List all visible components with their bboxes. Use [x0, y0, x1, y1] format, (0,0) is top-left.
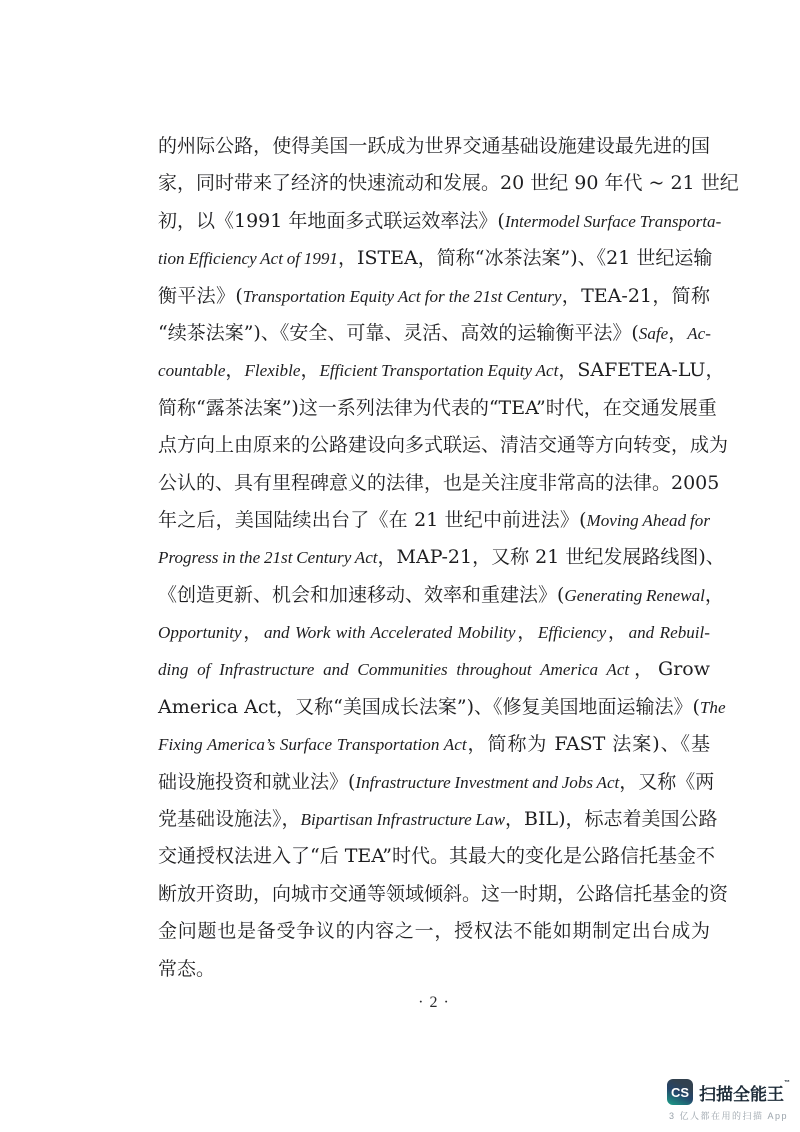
text-segment: ，	[668, 321, 688, 344]
latin-italic-segment: Safe	[638, 323, 669, 343]
logo-letters: CS	[670, 1084, 690, 1100]
text-segment: ，	[515, 621, 538, 644]
text-segment: ，MAP-21，又称 21 世纪发展路线图)、	[377, 546, 725, 569]
text-line	[158, 801, 718, 838]
latin-italic-segment: Efficiency	[537, 623, 607, 643]
text-line	[158, 240, 713, 277]
text-line	[158, 502, 710, 539]
text-segment: 家，同时带来了经济的快速流动和发展。20 世纪 90 年代 ~ 21 世纪	[158, 172, 739, 195]
text-line	[158, 764, 715, 801]
page-number: · 2 ·	[418, 994, 450, 1011]
text-segment: 年之后，美国陆续出台了《在 21 世纪中前进法》(	[158, 508, 587, 531]
text-line	[158, 128, 710, 165]
text-segment: 断放开资助，向城市交通等领域倾斜。这一时期，公路信托基金的资	[158, 882, 729, 905]
latin-italic-segment: and Rebuil-	[628, 623, 710, 643]
text-segment: 点方向上由原来的公路建设向多式联运、清洁交通等方向转变，成为	[158, 434, 729, 457]
text-line	[158, 726, 710, 763]
text-segment: ，	[704, 583, 724, 606]
text-segment: 础设施投资和就业法》(	[158, 770, 356, 793]
text-segment: 常态。	[158, 957, 216, 980]
text-segment: 简称“露茶法案”)这一系列法律为代表的“TEA”时代，在交通发展重	[158, 396, 717, 419]
camscanner-logo-icon	[667, 1079, 693, 1105]
text-line	[158, 465, 720, 502]
text-line	[158, 539, 725, 576]
latin-italic-segment: Moving Ahead for	[586, 510, 710, 530]
text-line	[158, 165, 739, 202]
text-segment: ，简称为 FAST 法案)、《基	[466, 733, 710, 756]
text-line	[158, 352, 725, 389]
latin-italic-segment: ding of Infrastructure and Communities throughout America Act	[158, 660, 630, 680]
text-line	[158, 614, 710, 651]
latin-italic-segment: countable	[158, 361, 226, 381]
watermark-app-name	[699, 1080, 790, 1105]
text-segment: ，SAFETEA-LU，	[558, 359, 725, 382]
text-segment: 初，以《1991 年地面多式联运效率法》(	[158, 209, 505, 232]
text-segment: ，	[300, 359, 320, 382]
text-segment: 公认的、具有里程碑意义的法律，也是关注度非常高的法律。2005	[158, 471, 720, 494]
text-line	[158, 951, 710, 988]
text-segment: ，BIL)，标志着美国公路	[504, 808, 718, 831]
text-segment: “续茶法案”)、《安全、可靠、灵活、高效的运输衡平法》(	[158, 321, 639, 344]
watermark-slogan: 3 亿人都在用的扫描 App	[668, 1111, 789, 1121]
text-segment: ，	[241, 621, 264, 644]
text-segment: 衡平法》(	[158, 284, 243, 307]
text-line	[158, 427, 729, 464]
text-segment: ，TEA-21，简称	[561, 284, 710, 307]
latin-italic-segment: Fixing America’s Surface Transportation Act	[158, 735, 467, 755]
latin-italic-segment: tion Efficiency Act of 1991	[158, 249, 338, 269]
text-line	[158, 315, 710, 352]
latin-italic-segment: and Work with Accelerated Mobility	[263, 623, 516, 643]
latin-italic-segment: Ac-	[687, 323, 711, 343]
trademark-mark: ™	[784, 1079, 790, 1086]
text-segment: ，	[606, 621, 629, 644]
text-segment: ，又称《两	[619, 770, 715, 793]
latin-italic-segment: The	[699, 697, 726, 717]
text-segment: 的州际公路，使得美国一跃成为世界交通基础设施建设最先进的国	[158, 135, 710, 157]
latin-italic-segment: Efficient Transportation Equity Act	[319, 361, 559, 381]
text-segment: America Act，又称“美国成长法案”)、《修复美国地面运输法》(	[158, 695, 700, 718]
text-segment: 金问题也是备受争议的内容之一，授权法不能如期制定出台成为	[158, 920, 710, 943]
text-segment: 《创造更新、机会和加速移动、效率和重建法》(	[158, 583, 565, 606]
text-line	[158, 838, 715, 875]
text-line	[158, 876, 729, 913]
text-line	[158, 913, 710, 950]
text-line	[158, 390, 717, 427]
latin-italic-segment: Progress in the 21st Century Act	[158, 548, 378, 568]
text-line	[158, 577, 724, 614]
latin-italic-segment: Intermodel Surface Transporta-	[504, 211, 722, 231]
text-segment: ，Grow	[629, 658, 710, 681]
body-text	[158, 128, 739, 988]
latin-italic-segment: Opportunity	[158, 623, 242, 643]
latin-italic-segment: Bipartisan Infrastructure Law	[300, 810, 505, 830]
text-line	[158, 651, 710, 688]
latin-italic-segment: Transportation Equity Act for the 21st Century	[242, 286, 562, 306]
text-segment: 交通授权法进入了“后 TEA”时代。其最大的变化是公路信托基金不	[158, 845, 715, 868]
text-line	[158, 689, 726, 726]
text-segment: ，ISTEA，简称“冰茶法案”)、《21 世纪运输	[337, 247, 713, 270]
app-name-text: 扫描全能王	[699, 1084, 784, 1104]
watermark-logo-row	[667, 1079, 790, 1105]
latin-italic-segment: Generating Renewal	[564, 585, 705, 605]
text-segment: ，	[225, 359, 245, 382]
text-line	[158, 278, 710, 315]
latin-italic-segment: Flexible	[244, 361, 301, 381]
latin-italic-segment: Infrastructure Investment and Jobs Act	[355, 772, 620, 792]
camscanner-watermark	[667, 1079, 790, 1122]
text-line	[158, 203, 722, 240]
text-segment: 党基础设施法》，	[158, 808, 301, 831]
